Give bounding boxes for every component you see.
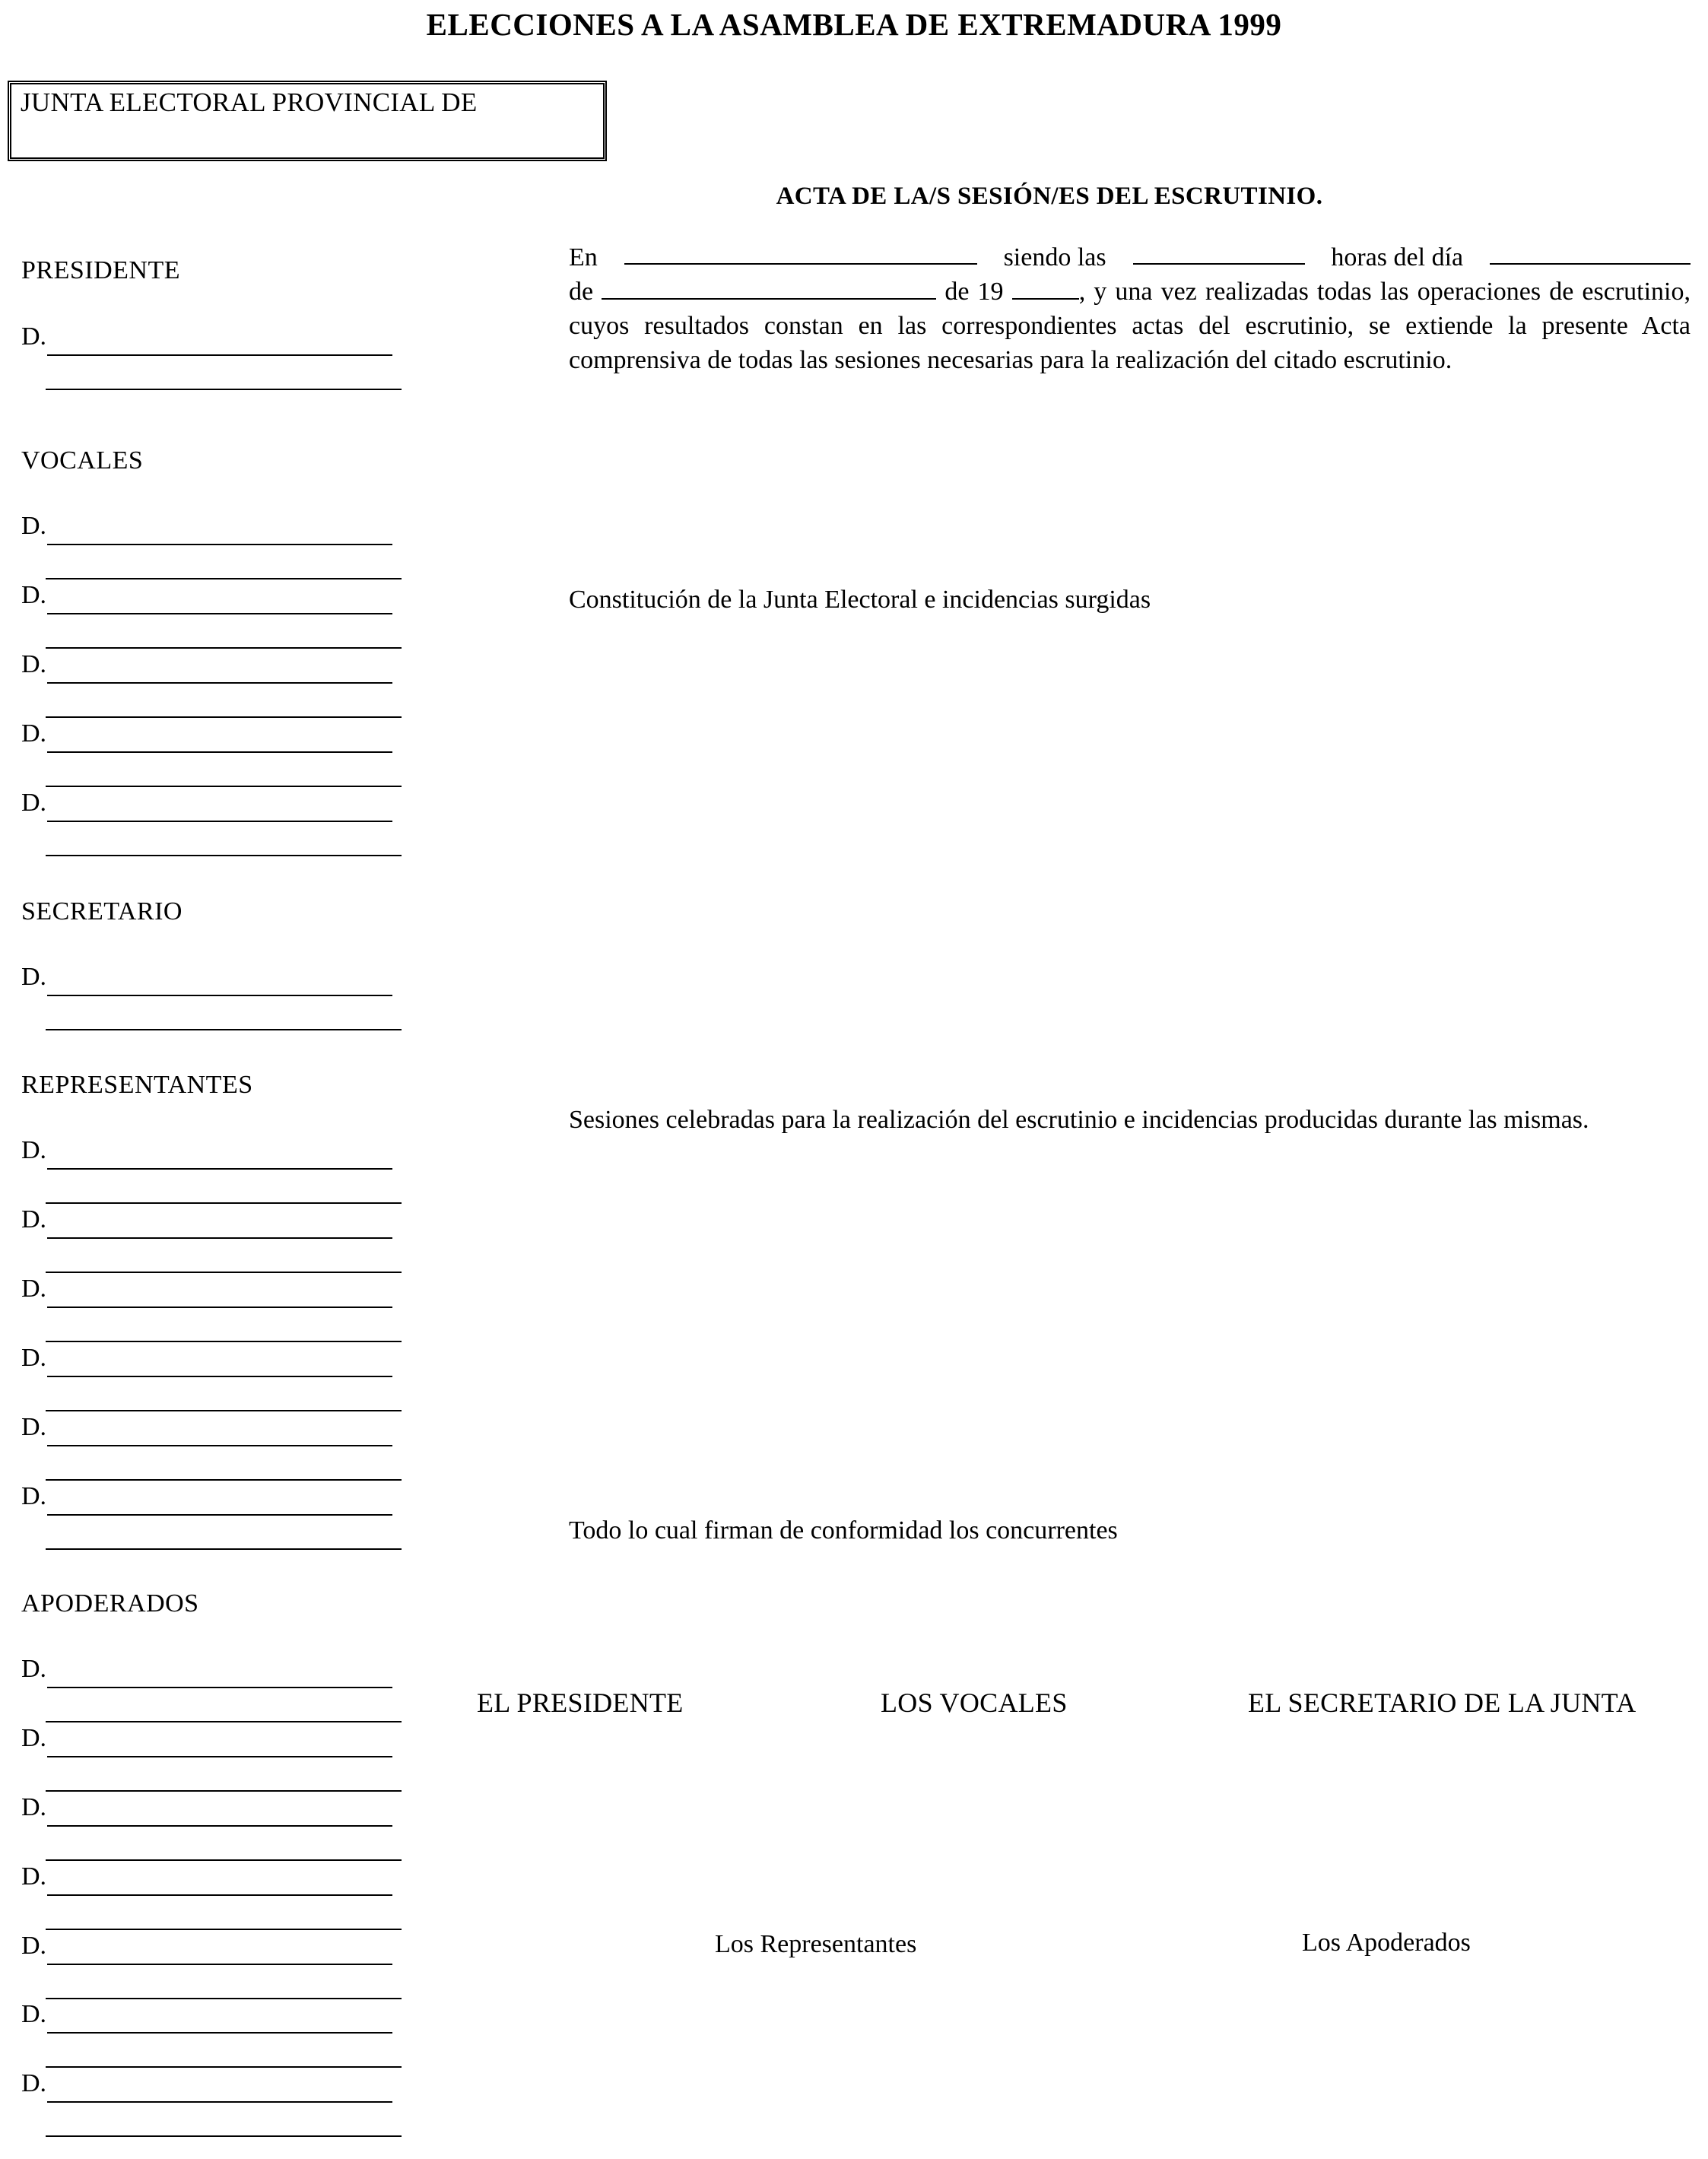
conformidad-text: Todo lo cual firman de conformidad los concurrentes xyxy=(569,1516,1118,1545)
name-line-continuation[interactable] xyxy=(46,1859,402,1861)
intro-word-siendo: siendo las xyxy=(1003,243,1106,271)
name-line[interactable] xyxy=(47,613,392,614)
d-label: D. xyxy=(21,1793,47,1821)
signature-vocales: LOS VOCALES xyxy=(881,1688,1068,1718)
name-line-continuation[interactable] xyxy=(46,716,402,718)
name-line-continuation[interactable] xyxy=(46,2135,402,2137)
name-line[interactable] xyxy=(47,751,392,753)
name-line-continuation[interactable] xyxy=(46,1479,402,1481)
d-label: D. xyxy=(21,719,47,748)
name-line-continuation[interactable] xyxy=(46,1548,402,1550)
d-label: D. xyxy=(21,1344,47,1372)
name-line-continuation[interactable] xyxy=(46,1202,402,1204)
name-line[interactable] xyxy=(47,354,392,356)
d-label: D. xyxy=(21,1136,47,1164)
name-line-continuation[interactable] xyxy=(46,1272,402,1273)
name-line-continuation[interactable] xyxy=(46,1929,402,1930)
name-line[interactable] xyxy=(47,1514,392,1516)
role-presidente: PRESIDENTE xyxy=(21,256,180,284)
d-label: D. xyxy=(21,1932,47,1960)
d-label: D. xyxy=(21,1275,47,1303)
name-line[interactable] xyxy=(47,1237,392,1239)
intro-word-horas: horas del día xyxy=(1331,243,1464,271)
name-line[interactable] xyxy=(47,1756,392,1757)
d-label: D. xyxy=(21,1862,47,1891)
name-line-continuation[interactable] xyxy=(46,389,402,390)
d-label: D. xyxy=(21,2000,47,2028)
junta-electoral-label: JUNTA ELECTORAL PROVINCIAL DE xyxy=(21,87,478,117)
sesiones-heading: Sesiones celebradas para la realización del escrutinio e incidencias producidas durante las mismas. xyxy=(569,1106,1589,1134)
name-line-continuation[interactable] xyxy=(46,1721,402,1722)
place-blank[interactable] xyxy=(624,240,977,265)
name-line[interactable] xyxy=(47,1687,392,1688)
d-label: D. xyxy=(21,789,47,817)
name-line-continuation[interactable] xyxy=(46,1998,402,1999)
name-line[interactable] xyxy=(47,1964,392,1965)
role-vocales: VOCALES xyxy=(21,446,144,475)
name-line[interactable] xyxy=(47,1445,392,1446)
name-line[interactable] xyxy=(47,1307,392,1308)
d-label: D. xyxy=(21,512,47,540)
intro-word-de: de xyxy=(569,278,594,306)
signature-secretario: EL SECRETARIO DE LA JUNTA xyxy=(1248,1688,1637,1718)
d-label: D. xyxy=(21,1655,47,1683)
name-line-continuation[interactable] xyxy=(46,578,402,579)
d-label: D. xyxy=(21,581,47,609)
name-line[interactable] xyxy=(47,682,392,684)
d-label: D. xyxy=(21,1413,47,1441)
hour-blank[interactable] xyxy=(1133,240,1305,265)
d-label: D. xyxy=(21,322,47,351)
name-line[interactable] xyxy=(47,1825,392,1827)
name-line[interactable] xyxy=(47,2101,392,2103)
name-line[interactable] xyxy=(47,1894,392,1896)
junta-electoral-box xyxy=(8,81,607,161)
name-line-continuation[interactable] xyxy=(46,1790,402,1792)
name-line[interactable] xyxy=(47,1376,392,1377)
intro-paragraph xyxy=(569,240,1691,377)
name-line-continuation[interactable] xyxy=(46,786,402,787)
d-label: D. xyxy=(21,650,47,678)
name-line-continuation[interactable] xyxy=(46,1341,402,1342)
name-line[interactable] xyxy=(47,995,392,996)
name-line-continuation[interactable] xyxy=(46,855,402,856)
name-line-continuation[interactable] xyxy=(46,2066,402,2068)
d-label: D. xyxy=(21,1724,47,1752)
d-label: D. xyxy=(21,2069,47,2097)
month-blank[interactable] xyxy=(602,275,936,300)
name-line-continuation[interactable] xyxy=(46,1029,402,1030)
signature-apoderados: Los Apoderados xyxy=(1302,1929,1471,1957)
d-label: D. xyxy=(21,963,47,991)
name-line-continuation[interactable] xyxy=(46,1410,402,1411)
constitucion-heading: Constitución de la Junta Electoral e incidencias surgidas xyxy=(569,586,1151,614)
role-secretario: SECRETARIO xyxy=(21,897,183,926)
name-line[interactable] xyxy=(47,2032,392,2034)
year-blank[interactable] xyxy=(1012,275,1079,300)
intro-word-en: En xyxy=(569,243,598,271)
d-label: D. xyxy=(21,1205,47,1233)
role-representantes: REPRESENTANTES xyxy=(21,1071,253,1099)
name-line[interactable] xyxy=(47,821,392,822)
signature-representantes: Los Representantes xyxy=(715,1930,917,1958)
d-label: D. xyxy=(21,1482,47,1510)
name-line[interactable] xyxy=(47,1168,392,1170)
intro-word-year: de 19 xyxy=(944,278,1004,306)
signature-presidente: EL PRESIDENTE xyxy=(477,1688,684,1718)
intro-rest: , y una vez realizadas todas las operaciones de escrutinio, cuyos resultados constan en las correspondientes actas del escrutinio, se extiende la presente Acta comprensiva de todas las sesiones necesarias para la realización del citado escrutinio. xyxy=(569,278,1691,374)
day-blank[interactable] xyxy=(1490,240,1691,265)
document-title: ELECCIONES A LA ASAMBLEA DE EXTREMADURA 1999 xyxy=(426,7,1282,42)
role-apoderados: APODERADOS xyxy=(21,1589,199,1618)
name-line-continuation[interactable] xyxy=(46,647,402,649)
acta-title: ACTA DE LA/S SESIÓN/ES DEL ESCRUTINIO. xyxy=(776,183,1323,210)
name-line[interactable] xyxy=(47,544,392,545)
